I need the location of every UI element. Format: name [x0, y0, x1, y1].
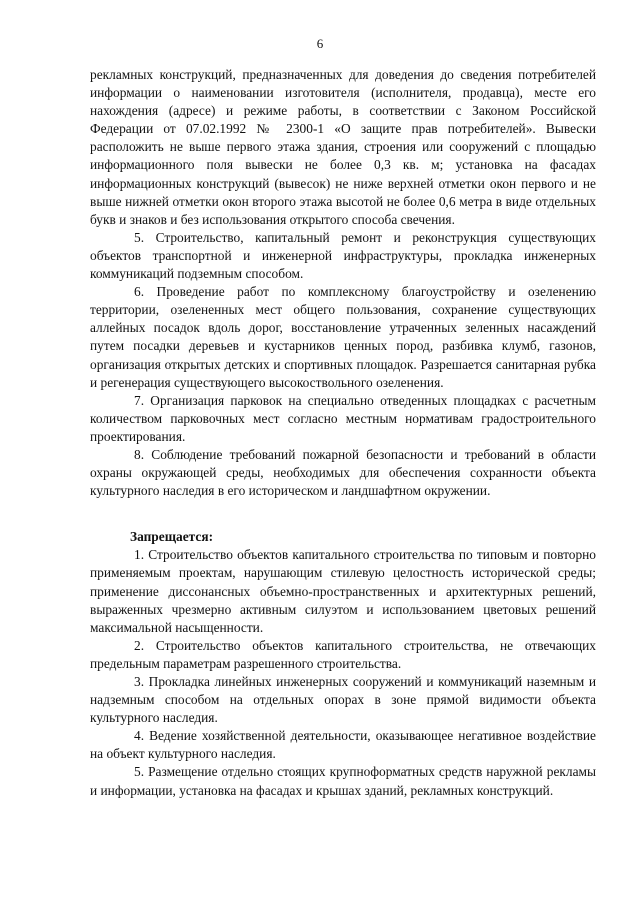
- prohibited-heading: Запрещается:: [130, 529, 214, 545]
- page-number: 6: [316, 36, 324, 51]
- prohibited-item-4: 4. Ведение хозяйственной деятельности, оказывающее негативное воздействие на объект культурного наследия.: [90, 728, 596, 762]
- paragraph-item-8: 8. Соблюдение требований пожарной безопасности и требований в области охраны окружающей среды, необходимых для обеспечения сохранности объекта культурного наследия в его историческом и ландшафтном окружении.: [90, 446, 596, 499]
- paragraph-continuation: рекламных конструкций, предназначенных для доведения до сведения потребителей информации о наименовании изготовителя (исполнителя, продавца), месте его нахождения (адресе) и режиме работы, в соответствии с Законом Российской Федерации от 07.02.1992 № 2300-1 «О защите прав потребителей». Вывески расположить не выше первого этажа здания, строения или сооружений с площадью информационного поля вывески не более 0,3 кв. м; установка на фасадах информационных конструкций (вывесок) не ниже верхней отметки окон первого и не выше нижней отметки окон второго этажа высотой не более 0,6 метра в виде отдельных букв и знаков и без использования открытого способа свечения.: [90, 67, 596, 227]
- paragraph-item-7: 7. Организация парковок на специально отведенных площадках с расчетным количеством парковочных мест согласно местным нормативам градостроительного проектирования.: [90, 392, 596, 444]
- paragraph-item-6: 6. Проведение работ по комплексному благоустройству и озеленению территории, озелененных мест общего пользования, сохранение существующих аллейных посадок вдоль дорог, восстановление утраченных зеленных насаждений путем посадки деревьев и кустарников ценных пород, разбивка клумб, газонов, организация открытых детских и спортивных площадок. Разрешается санитарная рубка и регенерация существующего высокоствольного озеленения.: [90, 284, 596, 390]
- prohibited-item-1: 1. Строительство объектов капитального строительства по типовым и повторно применяемым проектам, нарушающим стилевую целостность исторической среды; применение диссонансных объемно-пространственных и архитектурных решений, выраженных чрезмерно активным силуэтом и использованием цветовых решений максимальной насыщенности.: [90, 547, 596, 635]
- document-body: [90, 66, 596, 800]
- prohibited-item-2: 2. Строительство объектов капитального строительства, не отвечающих предельным параметрам разрешенного строительства.: [90, 637, 596, 671]
- prohibited-item-5: 5. Размещение отдельно стоящих крупноформатных средств наружной рекламы и информации, установка на фасадах и крышах зданий, рекламных конструкций.: [90, 764, 596, 798]
- prohibited-item-3: 3. Прокладка линейных инженерных сооружений и коммуникаций наземным и надземным способом на отдельных опорах в зоне прямой видимости объекта культурного наследия.: [90, 674, 596, 726]
- paragraph-item-5: 5. Строительство, капитальный ремонт и реконструкция существующих объектов транспортной и инженерной инфраструктуры, прокладка инженерных коммуникаций подземным способом.: [90, 229, 596, 282]
